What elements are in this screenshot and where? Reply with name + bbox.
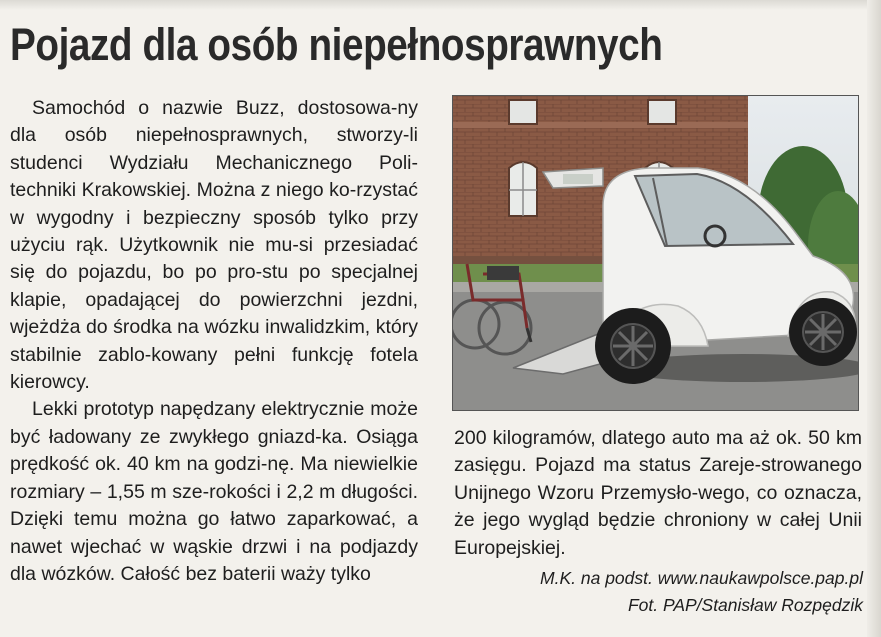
car-wheel bbox=[595, 308, 671, 384]
buzz-car-photo-illustration bbox=[453, 96, 858, 410]
page-edge bbox=[867, 0, 881, 637]
photo-credit: Fot. PAP/Stanisław Rozpędzik bbox=[627, 595, 863, 615]
article-photo bbox=[452, 95, 859, 411]
right-column bbox=[454, 425, 862, 562]
previous-article-cutoff bbox=[0, 0, 881, 10]
article-title: Pojazd dla osób niepełnosprawnych bbox=[10, 19, 663, 70]
paragraph-2: Lekki prototyp napędzany elektrycznie może być ładowany ze zwykłego gniazd-ka. Osiąga prędkość ok. 40 km na godzi-nę. Ma niewielkie rozmiary – 1,55 m sze-rokości i 2,2 m długości. Dzięki temu można go łatwo zaparkować, a nawet wjechać w wąskie drzwi i na podjazdy dla wózków. Całość bez baterii waży tylko bbox=[10, 398, 418, 585]
source-credit: M.K. na podst. www.naukawpolsce.pap.pl bbox=[540, 568, 863, 588]
car-wheel bbox=[789, 298, 857, 366]
left-column bbox=[10, 95, 418, 588]
paragraph-1: Samochód o nazwie Buzz, dostosowa-ny dla osób niepełnosprawnych, stworzy-li studenci Wydziału Mechanicznego Poli-techniki Krakowskiej. Można z niego ko-rzystać w wygodny i bezpieczny sposób tylko przy użyciu rąk. Użytkownik nie mu-si przesiadać się do pojazdu, bo po pro-stu po specjalnej klapie, opadającej do powierzchni jezdni, wjeżdża do środka na wózku inwalidzkim, który stabilnie zablo-kowany pełni funkcję fotela kierowcy. bbox=[10, 97, 418, 394]
paragraph-3: 200 kilogramów, dlatego auto ma aż ok. 50 km zasięgu. Pojazd ma status Zareje-strowanego Unijnego Wzoru Przemysło-wego, co oznacza, że jego wygląd będzie chroniony w całej Unii Europejskiej. bbox=[454, 427, 862, 559]
